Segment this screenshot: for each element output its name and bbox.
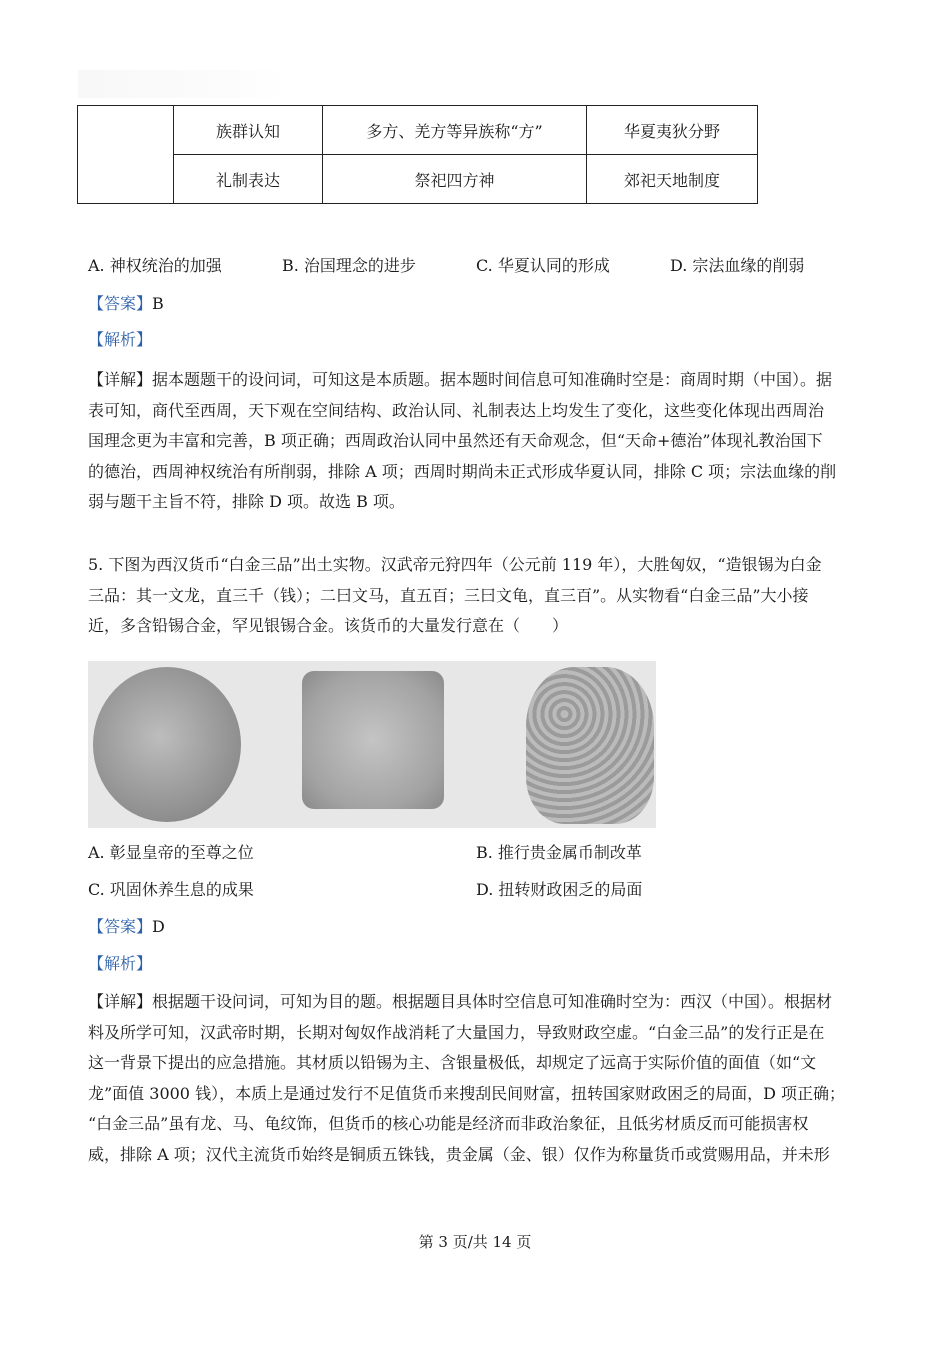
q5-option-d: D. 扭转财政困乏的局面	[476, 880, 643, 899]
dragon-coin-image	[93, 667, 241, 822]
horse-coin-image	[302, 671, 444, 809]
answer-tag: 【答案】	[88, 294, 153, 313]
table-row	[78, 155, 758, 204]
q4-analysis-heading	[88, 329, 152, 351]
q4-detail	[88, 365, 866, 518]
detail-tag: 【详解】	[88, 370, 153, 389]
table-cell-empty	[78, 106, 174, 204]
stem-line: 三品：其一文龙，直三千（钱）；二曰文马，直五百；三曰文龟，直三百”。从实物看“白金三品”大小接	[88, 585, 809, 605]
detail-line	[88, 987, 866, 1018]
detail-line: 表可知，商代至西周，天下观在空间结构、政治认同、礼制表达上均发生了变化，这些变化体现出西周治	[88, 400, 825, 420]
comparison-table	[77, 105, 758, 204]
q5-option-b: B. 推行贵金属币制改革	[476, 843, 642, 862]
detail-line: 威，排除 A 项；汉代主流货币始终是铜质五铢钱，贵金属（金、银）仅作为称量货币或赏赐用品，并未形	[88, 1144, 830, 1164]
turtle-coin-image	[526, 667, 654, 824]
detail-line: 龙”面值 3000 钱），本质上是通过发行不足值货币来搜刮民间财富，扭转国家财政困乏的局面，D 项正确；	[88, 1083, 845, 1103]
detail-line: 国理念更为丰富和完善，B 项正确；西周政治认同中虽然还有天命观念，但“天命+德治”体现礼教治国下	[88, 431, 823, 450]
table-cell: 多方、羌方等异族称“方”	[323, 106, 587, 155]
analysis-tag: 【解析】	[88, 330, 153, 349]
q4-option-a: A. 神权统治的加强	[88, 256, 222, 275]
detail-tag: 【详解】	[88, 992, 153, 1011]
q5-option-c: C. 巩固休养生息的成果	[88, 880, 254, 899]
table-cell: 礼制表达	[174, 155, 323, 204]
page-footer: 第 3 页/共 14 页	[418, 1233, 532, 1251]
detail-line: “白金三品”虽有龙、马、龟纹饰，但货币的核心功能是经济而非政治象征，且低劣材质反而可能损害权	[88, 1114, 809, 1133]
q5-option-a: A. 彰显皇帝的至尊之位	[88, 843, 254, 862]
detail-text: 据本题题干的设问词，可知这是本质题。据本题时间信息可知准确时空是：商周时期（中国）。据	[152, 370, 833, 389]
q4-option-c: C. 华夏认同的形成	[476, 256, 610, 275]
table-cell: 郊祀天地制度	[587, 155, 758, 204]
q5-answer	[88, 916, 165, 938]
q4-option-b: B. 治国理念的进步	[282, 256, 416, 275]
answer-value: D	[152, 917, 165, 936]
answer-value: B	[152, 294, 164, 313]
table-row	[78, 106, 758, 155]
detail-line: 弱与题干主旨不符，排除 D 项。故选 B 项。	[88, 492, 405, 511]
stem-line: 5. 下图为西汉货币“白金三品”出土实物。汉武帝元狩四年（公元前 119 年），大胜匈奴，“造银锡为白金	[88, 555, 822, 574]
stem-line: 近，多含铅锡合金，罕见银锡合金。该货币的大量发行意在（ ）	[88, 616, 569, 635]
scan-artifact	[78, 70, 288, 98]
table-cell: 族群认知	[174, 106, 323, 155]
q5-detail	[88, 987, 866, 1170]
q5-analysis-heading	[88, 953, 152, 975]
analysis-tag: 【解析】	[88, 954, 153, 973]
detail-line: 的德治，西周神权统治有所削弱，排除 A 项；西周时期尚未正式形成华夏认同，排除 C 项；宗法血缘的削	[88, 461, 837, 481]
table-cell: 华夏夷狄分野	[587, 106, 758, 155]
q4-answer	[88, 293, 164, 315]
table-cell: 祭祀四方神	[323, 155, 587, 204]
q5-stem	[88, 550, 866, 642]
detail-line: 料及所学可知，汉武帝时期，长期对匈奴作战消耗了大量国力，导致财政空虚。“白金三品”的发行正是在	[88, 1022, 825, 1042]
detail-text: 根据题干设问词，可知为目的题。根据题目具体时空信息可知准确时空为：西汉（中国）。根据材	[152, 992, 833, 1011]
detail-line: 这一背景下提出的应急措施。其材质以铅锡为主、含银量极低，却规定了远高于实际价值的面值（如“文	[88, 1053, 817, 1072]
answer-tag: 【答案】	[88, 917, 153, 936]
detail-line	[88, 365, 866, 396]
q4-option-d: D. 宗法血缘的削弱	[670, 256, 805, 275]
coins-photo	[88, 661, 656, 828]
